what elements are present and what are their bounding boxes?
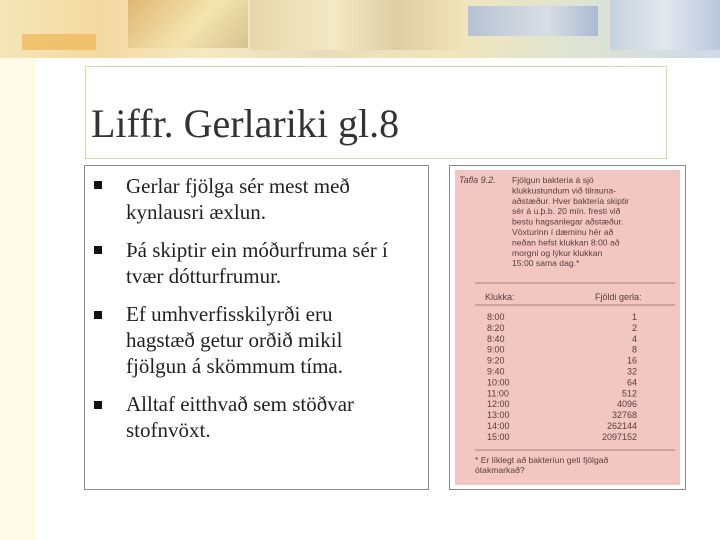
time-cell: 11:00 bbox=[487, 388, 509, 399]
time-cell: 15:00 bbox=[487, 431, 510, 442]
time-cell: 10:00 bbox=[487, 377, 510, 388]
bullet-square-icon bbox=[94, 311, 102, 319]
count-cell: 8 bbox=[631, 344, 637, 355]
decorative-banner bbox=[0, 0, 720, 58]
bullet-text-3: Ef umhverfisskilyrði eru hagstæð getur orðið mikil fjölgun á skömmum tíma. bbox=[126, 302, 343, 378]
time-cell: 9:40 bbox=[487, 366, 505, 377]
time-cell: 12:00 bbox=[487, 399, 510, 410]
slide-title: Liffr. Gerlariki gl.8 bbox=[91, 101, 400, 146]
count-cell: 2 bbox=[631, 322, 637, 333]
column-header-count: Fjöldi gerla: bbox=[595, 292, 642, 302]
caption-line: morgni og lýkur klukkan bbox=[512, 247, 603, 258]
bullet-text-2: Þá skiptir ein móðurfruma sér í tvær dótturfrumur. bbox=[126, 238, 388, 288]
bullet-text-4: Alltaf eitthvað sem stöðvar stofnvöxt. bbox=[126, 392, 355, 442]
caption-line: klukkustundum við tilrauna- bbox=[512, 185, 617, 196]
caption-line: Fjölgun bakteria á sjö bbox=[512, 175, 594, 185]
bacteria-table-figure bbox=[455, 170, 680, 485]
count-cell: 16 bbox=[626, 355, 637, 366]
bacteria-table-image bbox=[455, 170, 680, 485]
column-header-time: Klukka: bbox=[485, 292, 515, 302]
time-cell: 14:00 bbox=[487, 421, 510, 431]
time-cell: 8:20 bbox=[487, 322, 505, 333]
footnote-line: ótakmarkað? bbox=[475, 465, 525, 475]
count-cell: 1 bbox=[631, 312, 637, 322]
time-cell: 8:40 bbox=[487, 333, 505, 344]
time-cell: 9:00 bbox=[487, 344, 505, 355]
count-cell: 32 bbox=[626, 366, 637, 377]
count-cell: 64 bbox=[626, 377, 637, 388]
caption-line: Vöxturinn í dæminu hér að bbox=[512, 227, 614, 237]
bullet-square-icon bbox=[94, 181, 102, 189]
caption-line: bestu hagsanlegar aðstæður. bbox=[512, 216, 624, 227]
count-cell: 4096 bbox=[616, 399, 637, 410]
count-cell: 32768 bbox=[611, 410, 637, 421]
table-label: Tafla 9.2. bbox=[459, 175, 496, 185]
caption-line: sér á u.þ.b. 20 mín. fresti við bbox=[512, 206, 621, 217]
footnote-line: * Er líklegt að bakteríun geti fjölgað bbox=[475, 455, 609, 465]
count-cell: 2097152 bbox=[601, 431, 637, 442]
caption-line: 15:00 sama dag.* bbox=[512, 258, 580, 269]
count-cell: 4 bbox=[631, 333, 637, 344]
time-cell: 9:20 bbox=[487, 355, 505, 366]
count-cell: 512 bbox=[621, 388, 637, 399]
left-margin bbox=[0, 58, 36, 540]
time-cell: 8:00 bbox=[487, 312, 505, 322]
bullet-square-icon bbox=[94, 246, 102, 254]
bullet-text-1: Gerlar fjölga sér mest með kynlausri æxlun. bbox=[126, 174, 350, 224]
caption-line: aðstæður. Hver baktería skiptir bbox=[512, 195, 630, 206]
time-cell: 13:00 bbox=[487, 410, 510, 421]
bullet-square-icon bbox=[94, 401, 102, 409]
count-cell: 262144 bbox=[606, 421, 637, 431]
caption-line: neðan hefst klukkan 8:00 að bbox=[512, 237, 620, 248]
